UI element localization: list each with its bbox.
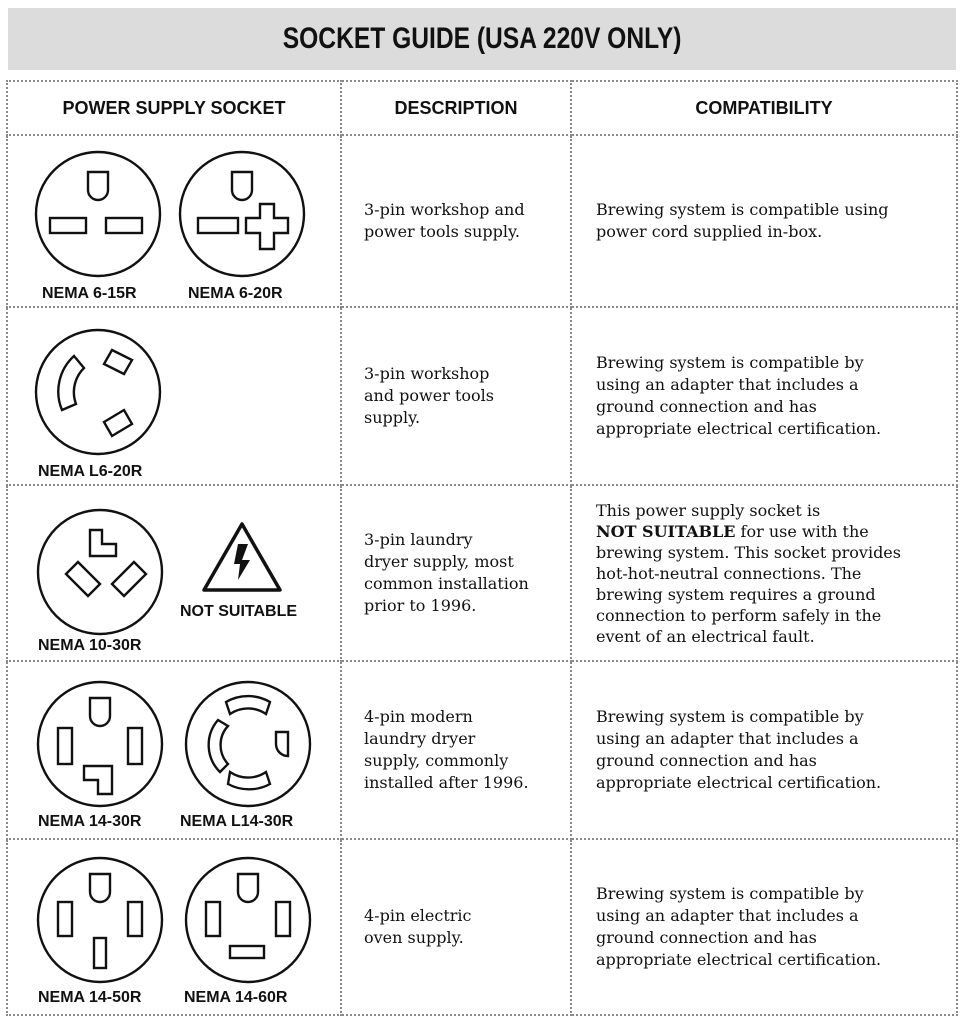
description-line: prior to 1996. xyxy=(364,596,477,615)
socket-cell xyxy=(7,839,341,1015)
compatibility-line: Brewing system is compatible by xyxy=(596,353,864,372)
compatibility-line: Brewing system is compatible by xyxy=(596,707,864,726)
description-line: 3-pin workshop xyxy=(364,364,490,383)
compatibility-cell xyxy=(571,485,957,661)
compatibility-line: connection to perform safely in the xyxy=(596,605,882,625)
header-socket: POWER SUPPLY SOCKET xyxy=(7,81,341,135)
header-description: DESCRIPTION xyxy=(341,81,571,135)
socket-diagrams xyxy=(8,662,338,838)
nema-6-15r-icon xyxy=(36,152,160,276)
compatibility-text: for use with the xyxy=(735,521,869,541)
socket-diagrams xyxy=(8,136,338,306)
table-row xyxy=(7,661,957,839)
compatibility-cell xyxy=(571,135,957,307)
compatibility-line: This power supply socket is xyxy=(596,500,821,520)
compatibility-line: event of an electrical fault. xyxy=(596,626,815,646)
compatibility-line: ground connection and has xyxy=(596,928,817,947)
description-line: installed after 1996. xyxy=(364,773,529,792)
header-compatibility: COMPATIBILITY xyxy=(571,81,957,135)
table-row xyxy=(7,135,957,307)
compatibility-line: ground connection and has xyxy=(596,751,817,770)
compatibility-line: hot-hot-neutral connections. The xyxy=(596,563,862,583)
compatibility-line: Brewing system is compatible using xyxy=(596,200,889,219)
compatibility-line: brewing system. This socket provides xyxy=(596,542,901,562)
nema-14-30r-icon xyxy=(38,682,162,806)
socket-label: NEMA 6-20R xyxy=(188,285,283,302)
description-line: 4-pin modern xyxy=(364,707,473,726)
nema-10-30r-icon xyxy=(38,510,162,634)
compatibility-line: using an adapter that includes a xyxy=(596,906,859,925)
compatibility-cell xyxy=(571,661,957,839)
description-line: 3-pin workshop and xyxy=(364,200,525,219)
socket-cell xyxy=(7,485,341,661)
title-bar xyxy=(8,8,956,70)
socket-diagrams xyxy=(8,486,338,660)
table-row xyxy=(7,839,957,1015)
nema-6-20r-icon xyxy=(180,152,304,276)
description-line: 3-pin laundry xyxy=(364,530,473,549)
description-line: laundry dryer xyxy=(364,729,476,748)
socket-guide-table xyxy=(6,80,958,1016)
nema-14-50r-icon xyxy=(38,858,162,982)
compatibility-line: power cord supplied in-box. xyxy=(596,222,823,241)
socket-label: NEMA L14-30R xyxy=(180,813,294,830)
compatibility-line: appropriate electrical certification. xyxy=(596,950,882,969)
compatibility-line: using an adapter that includes a xyxy=(596,375,859,394)
header-row xyxy=(7,81,957,135)
socket-label: NEMA 6-15R xyxy=(42,285,137,302)
description-cell xyxy=(341,307,571,485)
not-suitable-label: NOT SUITABLE xyxy=(180,603,298,620)
compatibility-line xyxy=(596,521,948,542)
description-line: dryer supply, most xyxy=(364,552,514,571)
description-line: and power tools xyxy=(364,386,494,405)
compatibility-cell xyxy=(571,307,957,485)
compatibility-cell xyxy=(571,839,957,1015)
socket-cell xyxy=(7,307,341,485)
socket-label: NEMA 10-30R xyxy=(38,637,142,654)
nema-l6-20r-icon xyxy=(36,330,160,454)
socket-cell xyxy=(7,661,341,839)
compatibility-line: appropriate electrical certification. xyxy=(596,419,882,438)
description-cell xyxy=(341,135,571,307)
description-line: supply. xyxy=(364,408,421,427)
description-line: oven supply. xyxy=(364,928,464,947)
socket-label: NEMA L6-20R xyxy=(38,463,143,480)
nema-l14-30r-icon xyxy=(186,682,310,806)
table-row xyxy=(7,485,957,661)
socket-label: NEMA 14-30R xyxy=(38,813,142,830)
compatibility-line: using an adapter that includes a xyxy=(596,729,859,748)
description-cell xyxy=(341,661,571,839)
description-line: common installation xyxy=(364,574,529,593)
socket-diagrams xyxy=(8,840,338,1014)
description-cell xyxy=(341,839,571,1015)
socket-label: NEMA 14-60R xyxy=(184,989,288,1006)
socket-cell xyxy=(7,135,341,307)
socket-diagrams xyxy=(8,308,338,484)
compatibility-line: brewing system requires a ground xyxy=(596,584,876,604)
not-suitable-emphasis: NOT SUITABLE xyxy=(596,521,736,541)
description-line: power tools supply. xyxy=(364,222,520,241)
nema-14-60r-icon xyxy=(186,858,310,982)
description-cell xyxy=(341,485,571,661)
table-row xyxy=(7,307,957,485)
description-line: 4-pin electric xyxy=(364,906,472,925)
compatibility-line: ground connection and has xyxy=(596,397,817,416)
compatibility-line: appropriate electrical certification. xyxy=(596,773,882,792)
description-line: supply, commonly xyxy=(364,751,509,770)
compatibility-line: Brewing system is compatible by xyxy=(596,884,864,903)
socket-label: NEMA 14-50R xyxy=(38,989,142,1006)
warning-triangle-icon xyxy=(204,524,280,590)
page-title: SOCKET GUIDE (USA 220V ONLY) xyxy=(282,22,682,55)
